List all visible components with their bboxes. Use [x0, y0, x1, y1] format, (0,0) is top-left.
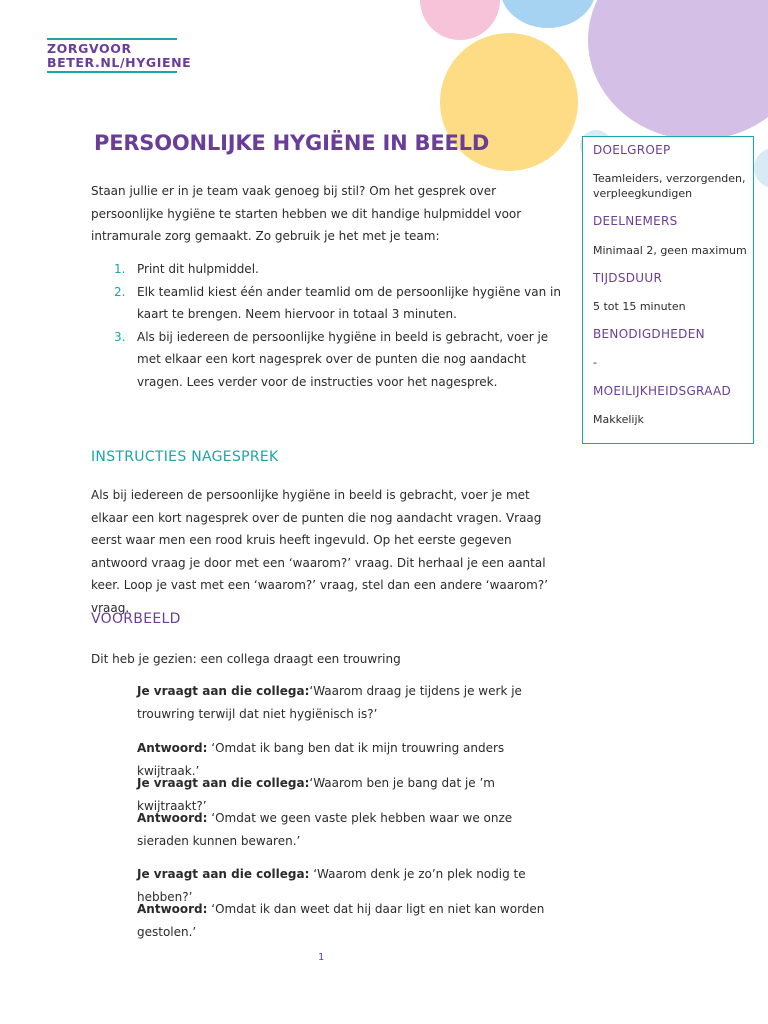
info-box	[582, 136, 754, 444]
dialogue-line	[137, 680, 567, 725]
step-text: Print dit hulpmiddel.	[137, 262, 259, 276]
example-lead: Dit heb je gezien: een collega draagt een trouwring	[91, 652, 401, 666]
logo-line-1: ZORGVOOR	[47, 41, 132, 56]
list-item	[91, 258, 561, 281]
decorative-circle-lavender	[588, 0, 768, 140]
step-text: Elk teamlid kiest één ander teamlid om de persoonlijke hygiëne van in kaart te brengen. Neem hiervoor in totaal 3 minuten.	[137, 284, 561, 321]
decorative-circle-edge-blue	[754, 148, 768, 188]
decorative-circle-pink	[420, 0, 500, 40]
dialogue-line	[137, 807, 567, 852]
step-number: 2.	[114, 284, 126, 299]
dialogue-text: ‘Waarom draag je tijdens je werk je trouwring terwijl dat niet hygiënisch is?’	[137, 684, 522, 721]
info-value-tijdsduur: 5 tot 15 minuten	[593, 300, 686, 313]
info-heading-doelgroep: DOELGROEP	[593, 143, 671, 157]
page-number: 1	[318, 952, 325, 963]
example-heading: VOORBEELD	[91, 611, 181, 627]
dialogue-label: Antwoord:	[137, 741, 208, 755]
dialogue-label: Antwoord:	[137, 902, 208, 916]
dialogue-text: ‘Omdat ik bang ben dat ik mijn trouwring anders kwijtraak.’	[137, 741, 505, 778]
dialogue-text: ‘Omdat we geen vaste plek hebben waar we onze sieraden kunnen bewaren.’	[137, 811, 513, 848]
list-item	[91, 326, 561, 394]
logo-rule-top	[47, 38, 177, 40]
info-heading-tijdsduur: TIJDSDUUR	[593, 271, 663, 285]
instructions-paragraph: Als bij iedereen de persoonlijke hygiëne in beeld is gebracht, voer je met elkaar een kort nagesprek over de punten die nog aandacht vragen. Vraag eerst waar men een rood kruis heeft ingevuld. Op het eerste gegeven antwoord vraag je door met een ‘waarom?’ vraag. Dit herhaal je een aantal keer. Loop je vast met een ‘waarom?’ vraag, stel dan een andere ‘waarom?’ vraag.	[91, 488, 549, 615]
page-title: PERSOONLIJKE HYGIËNE IN BEELD	[94, 131, 490, 155]
dialogue-label: Je vraagt aan die collega:	[137, 684, 310, 698]
logo-rule-bottom	[47, 71, 177, 73]
info-heading-deelnemers: DEELNEMERS	[593, 214, 678, 228]
intro-paragraph: Staan jullie er in je team vaak genoeg bij stil? Om het gesprek over persoonlijke hygiëne te starten hebben we dit handige hulpmiddel voor intramurale zorg gemaakt. Zo gebruik je het met je team:	[91, 184, 522, 243]
dialogue-line	[137, 898, 567, 943]
list-item	[91, 281, 561, 326]
info-value-benodigdheden: -	[593, 356, 597, 369]
info-value-doelgroep: Teamleiders, verzorgenden, verpleegkundigen	[593, 172, 746, 200]
dialogue-text: ‘Waarom ben je bang dat je ’m kwijtraakt?’	[137, 776, 495, 813]
instructions-heading: INSTRUCTIES NAGESPREK	[91, 449, 279, 465]
logo[interactable]	[47, 38, 192, 73]
logo-line-2: BETER.NL/HYGIENE	[47, 55, 192, 70]
steps-list	[91, 258, 561, 393]
dialogue-label: Je vraagt aan die collega:	[137, 776, 310, 790]
step-number: 3.	[114, 329, 126, 344]
dialogue-label: Je vraagt aan die collega:	[137, 867, 310, 881]
step-number: 1.	[114, 262, 126, 276]
step-text: Als bij iedereen de persoonlijke hygiëne in beeld is gebracht, voer je met elkaar een kort nagesprek over de punten die nog aandacht vragen. Lees verder voor de instructies voor het nagesprek.	[137, 329, 549, 389]
info-heading-benodigdheden: BENODIGDHEDEN	[593, 327, 705, 341]
info-value-deelnemers: Minimaal 2, geen maximum	[593, 244, 747, 257]
decorative-circle-blue	[500, 0, 596, 28]
dialogue-text: ‘Omdat ik dan weet dat hij daar ligt en niet kan worden gestolen.’	[137, 902, 545, 939]
info-value-moeilijkheidsgraad: Makkelijk	[593, 413, 644, 426]
dialogue-label: Antwoord:	[137, 811, 208, 825]
dialogue-text: ‘Waarom denk je zo’n plek nodig te hebben?’	[137, 867, 526, 904]
info-heading-moeilijkheidsgraad: MOEILIJKHEIDSGRAAD	[593, 384, 732, 398]
